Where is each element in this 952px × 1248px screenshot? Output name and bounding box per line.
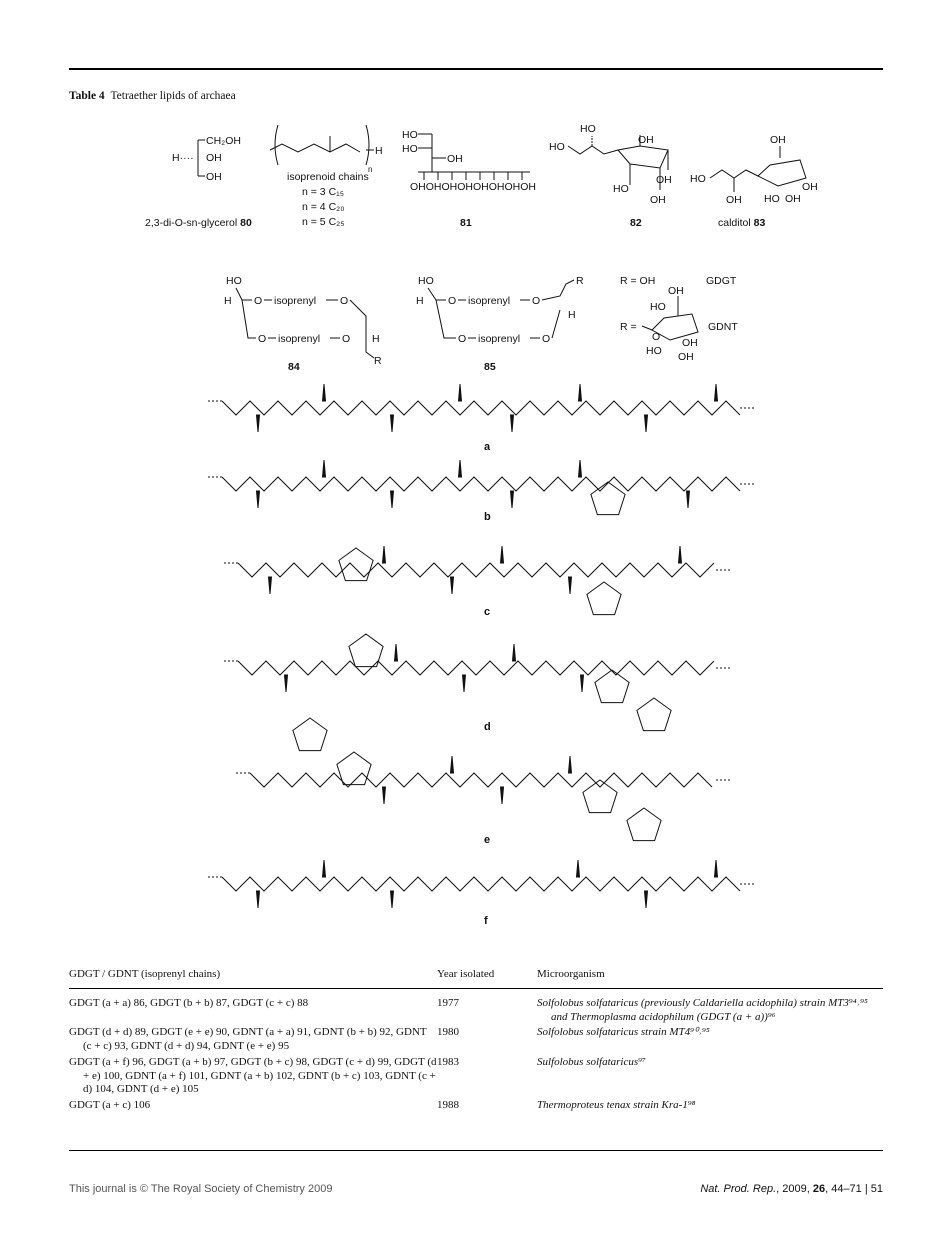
- cell-organism: Solfolobus solfataricus (previously Caldariella acidophila) strain MT3⁹⁴˒⁹⁵ and Thermoplasma acidophilum (GDGT (a + a))⁹⁶: [537, 996, 868, 1023]
- svg-text:HO: HO: [418, 275, 434, 287]
- s80-oh2: OH: [206, 171, 222, 183]
- methyl-wedge: [577, 860, 580, 877]
- s80-oh: OH: [206, 152, 222, 164]
- chain-n5: n = 5 C₂₅: [302, 216, 345, 228]
- svg-text:OH: OH: [678, 351, 694, 363]
- table-row: [69, 988, 883, 1026]
- methyl-wedge: [511, 415, 514, 432]
- methyl-wedge: [463, 675, 466, 692]
- svg-text:isoprenyl: isoprenyl: [274, 295, 317, 307]
- methyl-wedge: [323, 384, 326, 401]
- chain-n4: n = 4 C₂₀: [302, 201, 345, 213]
- svg-text:H: H: [416, 295, 424, 307]
- methyl-wedge: [715, 860, 718, 877]
- cyclopentane-ring: [583, 780, 617, 813]
- structure-isoprenoid-chain: [270, 125, 383, 228]
- cyclopentane-ring: [339, 548, 373, 581]
- svg-text:OH: OH: [638, 134, 654, 146]
- methyl-wedge: [687, 491, 690, 508]
- svg-text:O: O: [340, 295, 349, 307]
- structure-83: [690, 134, 818, 229]
- methyl-wedge: [501, 787, 504, 804]
- methyl-wedge: [459, 460, 462, 477]
- svg-text:O: O: [652, 331, 661, 343]
- svg-text:HO: HO: [549, 141, 565, 153]
- footer-copyright: This journal is © The Royal Society of Chemistry 2009: [69, 1183, 333, 1195]
- svg-text:OH: OH: [802, 181, 818, 193]
- table-row: [69, 1026, 883, 1056]
- s80-label: 2,3-di-O-sn-glycerol 80: [145, 217, 252, 229]
- chain-label: e: [484, 834, 491, 846]
- table-title: Tetraether lipids of archaea: [110, 90, 236, 102]
- chain-c: [224, 546, 730, 618]
- svg-text:H: H: [568, 309, 576, 321]
- s83-label: calditol 83: [718, 217, 766, 229]
- chain-h: H: [375, 145, 383, 157]
- svg-text:OH: OH: [447, 153, 463, 165]
- cyclopentane-ring: [595, 670, 629, 703]
- cyclopentane-ring: [293, 718, 327, 751]
- table-row: [69, 1099, 883, 1115]
- cell-lipids: GDGT (a + f) 96, GDGT (a + b) 97, GDGT (b + c) 98, GDGT (c + d) 99, GDGT (d + e) 100, GDNT (a + f) 101, GDNT (a + b) 102, GDNT (b + c) 103, GDNT (c + d) 104, GDNT (d + e) 105: [69, 1055, 437, 1096]
- chain-label: d: [484, 721, 491, 733]
- cell-year: 1988: [437, 1099, 459, 1111]
- svg-text:HO: HO: [402, 143, 418, 155]
- s81-oh-row: OHOHOHOHOHOHOHOH: [410, 181, 536, 193]
- methyl-wedge: [645, 415, 648, 432]
- table-caption: [69, 90, 236, 102]
- structure-figure: [0, 108, 952, 948]
- s80-ch2oh: CH₂OH: [206, 135, 241, 147]
- svg-text:OH: OH: [682, 337, 698, 349]
- methyl-wedge: [511, 491, 514, 508]
- chain-n: n: [368, 165, 373, 174]
- methyl-wedge: [569, 577, 572, 594]
- s81-num: 81: [460, 217, 472, 229]
- r-group-definition: [620, 275, 738, 363]
- cyclopentane-ring: [637, 698, 671, 731]
- methyl-wedge: [257, 415, 260, 432]
- svg-text:O: O: [342, 333, 351, 345]
- methyl-wedge: [579, 460, 582, 477]
- svg-text:GDGT: GDGT: [706, 275, 737, 287]
- svg-text:OH: OH: [656, 174, 672, 186]
- cyclopentane-ring: [587, 582, 621, 615]
- methyl-wedge: [679, 546, 682, 563]
- svg-text:isoprenyl: isoprenyl: [468, 295, 511, 307]
- chain-label: isoprenoid chains: [287, 171, 369, 183]
- methyl-wedge: [323, 460, 326, 477]
- svg-text:OH: OH: [726, 194, 742, 206]
- cell-lipids: GDGT (d + d) 89, GDGT (e + e) 90, GDNT (a + a) 91, GDNT (b + b) 92, GDNT (c + c) 93, GDNT (d + d) 94, GDNT (e + e) 95: [69, 1026, 427, 1052]
- col-header-year: Year isolated: [437, 964, 537, 988]
- footer-citation: Nat. Prod. Rep., 2009, 26, 44–71 | 51: [700, 1183, 883, 1195]
- methyl-wedge: [269, 577, 272, 594]
- col-header-organism: Microorganism: [537, 964, 883, 988]
- svg-text:O: O: [258, 333, 267, 345]
- s80-h: H····: [172, 152, 194, 164]
- s84-num: 84: [288, 361, 300, 373]
- svg-text:R =: R =: [620, 321, 637, 333]
- chain-label: b: [484, 511, 491, 523]
- table-row: [69, 1056, 883, 1099]
- svg-text:HO: HO: [402, 129, 418, 141]
- s85-num: 85: [484, 361, 496, 373]
- svg-text:O: O: [448, 295, 457, 307]
- methyl-wedge: [257, 491, 260, 508]
- cell-organism: Sulfolobus solfataricus⁹⁷: [537, 1055, 646, 1068]
- methyl-wedge: [323, 860, 326, 877]
- svg-text:HO: HO: [580, 123, 596, 135]
- svg-text:OH: OH: [785, 193, 801, 205]
- methyl-wedge: [501, 546, 504, 563]
- s82-num: 82: [630, 217, 642, 229]
- methyl-wedge: [383, 546, 386, 563]
- methyl-wedge: [715, 384, 718, 401]
- svg-text:HO: HO: [650, 301, 666, 313]
- methyl-wedge: [459, 384, 462, 401]
- svg-text:HO: HO: [226, 275, 242, 287]
- methyl-wedge: [581, 675, 584, 692]
- svg-text:HO: HO: [646, 345, 662, 357]
- cyclopentane-ring: [337, 752, 371, 785]
- isoprenyl-chains: [208, 384, 754, 927]
- cyclopentane-ring: [349, 634, 383, 667]
- methyl-wedge: [569, 756, 572, 773]
- top-rule: [69, 68, 883, 70]
- chain-e: [236, 718, 730, 846]
- cell-organism: Thermoproteus tenax strain Kra-1⁹⁸: [537, 1099, 696, 1111]
- methyl-wedge: [395, 644, 398, 661]
- svg-text:O: O: [542, 333, 551, 345]
- svg-text:R: R: [374, 355, 382, 367]
- structure-80: [145, 135, 252, 229]
- chain-label: f: [484, 915, 488, 927]
- svg-text:R = OH: R = OH: [620, 275, 656, 287]
- methyl-wedge: [257, 891, 260, 908]
- methyl-wedge: [645, 891, 648, 908]
- svg-text:HO: HO: [764, 193, 780, 205]
- table-bottom-rule: [69, 1150, 883, 1151]
- svg-text:O: O: [254, 295, 263, 307]
- svg-text:HO: HO: [613, 183, 629, 195]
- chain-n3: n = 3 C₁₅: [302, 186, 344, 198]
- chain-b: [208, 460, 754, 523]
- methyl-wedge: [451, 577, 454, 594]
- svg-text:O: O: [458, 333, 467, 345]
- structure-85: [416, 275, 584, 373]
- chain-f: [208, 860, 754, 927]
- chain-a: [208, 384, 754, 453]
- methyl-wedge: [285, 675, 288, 692]
- structure-81: [402, 129, 536, 229]
- table-number: Table 4: [69, 90, 105, 102]
- svg-text:GDNT: GDNT: [708, 321, 738, 333]
- cell-year: 1983: [437, 1055, 459, 1068]
- cell-year: 1980: [437, 1026, 459, 1039]
- methyl-wedge: [391, 415, 394, 432]
- svg-text:HO: HO: [690, 173, 706, 185]
- svg-text:O: O: [532, 295, 541, 307]
- cell-lipids: GDGT (a + c) 106: [69, 1099, 151, 1111]
- cyclopentane-ring: [627, 808, 661, 841]
- svg-text:OH: OH: [650, 194, 666, 206]
- svg-text:OH: OH: [668, 285, 684, 297]
- chain-label: c: [484, 606, 491, 618]
- methyl-wedge: [383, 787, 386, 804]
- cell-year: 1977: [437, 996, 459, 1009]
- svg-text:isoprenyl: isoprenyl: [278, 333, 321, 345]
- structure-84: [224, 275, 382, 373]
- svg-text:R: R: [576, 275, 584, 287]
- chain-d: [224, 634, 730, 733]
- methyl-wedge: [451, 756, 454, 773]
- cell-organism: Solfolobus solfataricus strain MT4⁹⁰˒⁹⁵: [537, 1026, 710, 1039]
- methyl-wedge: [513, 644, 516, 661]
- chain-label: a: [484, 441, 491, 453]
- lipid-table: [69, 964, 883, 1115]
- table-header-row: [69, 964, 883, 988]
- svg-text:H: H: [372, 333, 380, 345]
- methyl-wedge: [579, 384, 582, 401]
- svg-text:H: H: [224, 295, 232, 307]
- structure-82: [549, 123, 672, 229]
- svg-text:isoprenyl: isoprenyl: [478, 333, 521, 345]
- methyl-wedge: [391, 491, 394, 508]
- col-header-lipids: GDGT / GDNT (isoprenyl chains): [69, 964, 437, 988]
- svg-text:OH: OH: [770, 134, 786, 146]
- cell-lipids: GDGT (a + a) 86, GDGT (b + b) 87, GDGT (c + c) 88: [69, 996, 309, 1009]
- methyl-wedge: [391, 891, 394, 908]
